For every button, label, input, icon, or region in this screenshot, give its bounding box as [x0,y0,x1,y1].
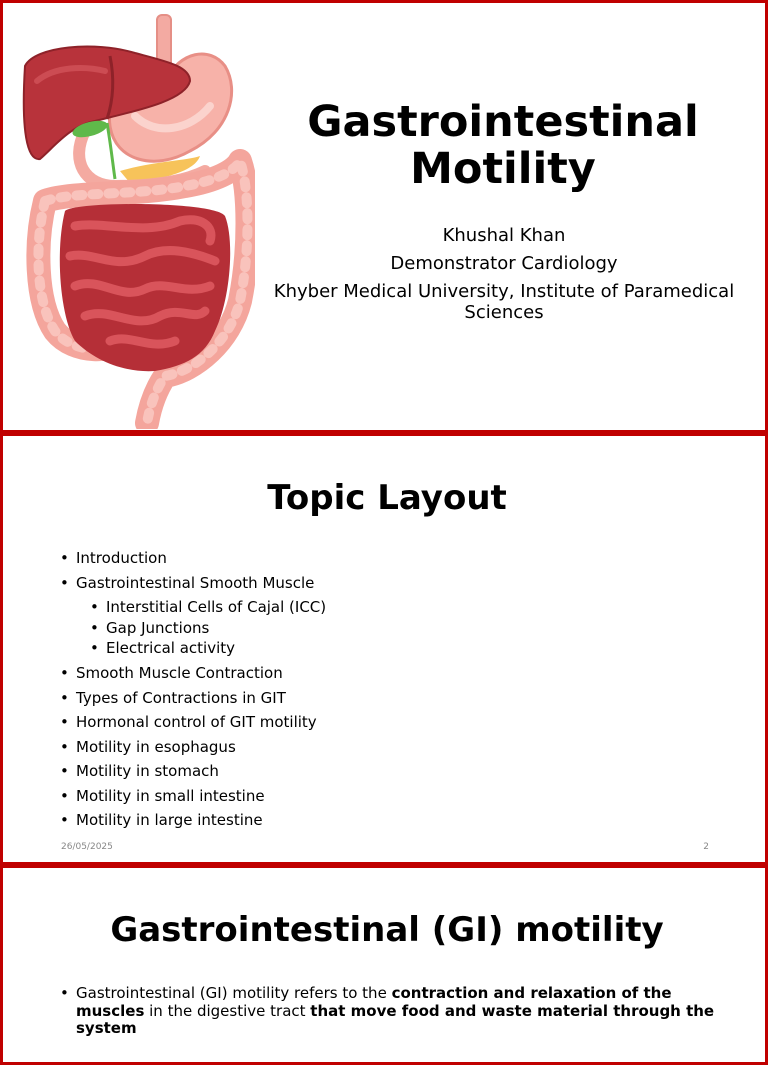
list-item: • Smooth Muscle Contraction [59,664,326,682]
list-item: • Motility in esophagus [59,738,326,756]
slide-title: Gastrointestinal (GI) motility [110,910,664,950]
title-slide [0,0,768,433]
list-item: • Motility in stomach [59,762,326,780]
bullet-dot: • [60,984,69,1002]
bullet-paragraph [59,985,729,1038]
bold-run: that move food and waste material through the system [76,1001,715,1037]
list-item: • Introduction [59,549,326,567]
topic-layout-slide [0,433,768,865]
title-line-1: Gastrointestinal [307,97,699,147]
bold-run: contraction and relaxation of the muscles [76,984,672,1020]
presenter-institution: Khyber Medical University, Institute of Paramedical Sciences [273,281,735,323]
slide-page-number: 2 [703,842,709,852]
topic-list [59,549,326,836]
gi-motility-slide [0,865,768,1065]
presentation-title [253,99,753,193]
list-item: • Motility in large intestine [59,811,326,829]
presenter-name: Khushal Khan [442,225,566,246]
slide-title: Topic Layout [267,478,507,518]
digestive-system-illustration [15,11,255,429]
definition-text [59,985,729,1038]
list-item: • Gastrointestinal Smooth Muscle [59,574,326,592]
list-item: • Motility in small intestine [59,787,326,805]
presenter-info [253,225,755,330]
text-run: in the digestive tract [144,1001,311,1020]
text-run: Gastrointestinal (GI) motility refers to the [76,984,392,1002]
sub-list-item: • Interstitial Cells of Cajal (ICC) [89,598,326,616]
sub-list-item: • Electrical activity [89,639,326,657]
title-line-2: Motility [410,144,596,194]
list-item: • Types of Contractions in GIT [59,689,326,707]
slide-date: 26/05/2025 [61,842,113,852]
presenter-role: Demonstrator Cardiology [390,253,618,274]
sub-list-item: • Gap Junctions [89,619,326,637]
list-item: • Hormonal control of GIT motility [59,713,326,731]
